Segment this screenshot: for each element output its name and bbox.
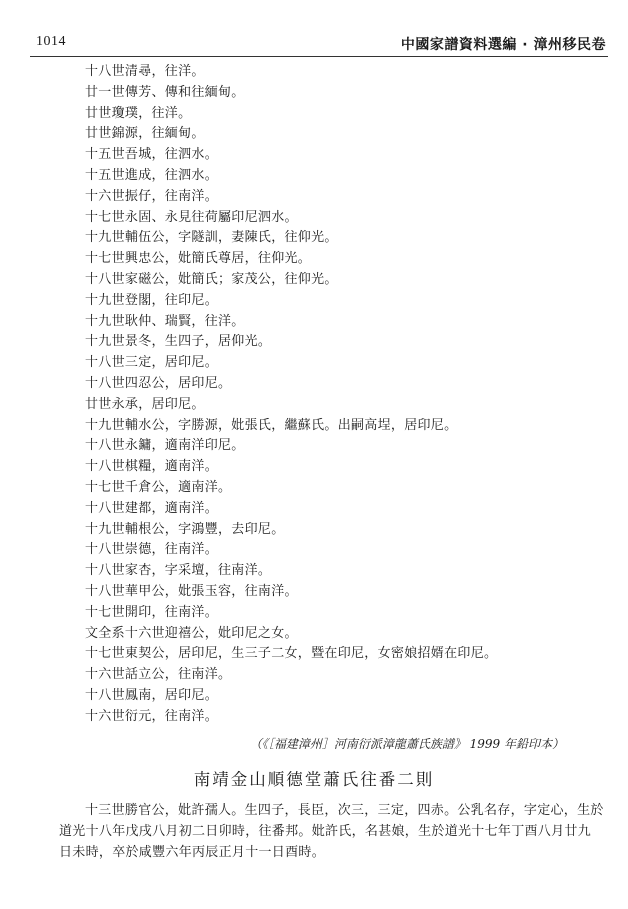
page-number: 1014	[36, 34, 66, 49]
list-item: 十八世崇德，往南洋。	[85, 542, 219, 558]
list-item: 十八世永鏞，適南洋印尼。	[85, 438, 245, 454]
list-item: 十八世四忍公，居印尼。	[85, 375, 232, 391]
list-item: 十七世東契公，居印尼，生三子二女，暨在印尼，女密娘招婿在印尼。	[85, 646, 498, 662]
list-item: 十七世永固、永見往荷屬印尼泗水。	[85, 209, 298, 225]
list-item: 十九世景冬，生四子，居仰光。	[85, 334, 272, 350]
list-item: 廿世錦源，往緬甸。	[85, 126, 205, 142]
list-item: 十九世輔根公，字鴻豐，去印尼。	[85, 521, 285, 537]
list-item: 文全系十六世迎禧公，妣印尼之女。	[85, 625, 298, 641]
list-item: 廿一世傳芳、傳和往緬甸。	[85, 84, 245, 100]
list-item: 十六世話立公，往南洋。	[85, 667, 232, 683]
list-item: 十八世清尋，往洋。	[85, 64, 205, 79]
list-item: 十八世家杏，字采壇，往南洋。	[85, 563, 272, 579]
list-item: 十七世千倉公，適南洋。	[85, 479, 232, 495]
list-item: 十八世華甲公，妣張玉容，往南洋。	[85, 583, 298, 599]
list-item: 十八世棋糧，適南洋。	[85, 459, 219, 475]
emigration-entry-list	[85, 62, 497, 728]
list-item: 十七世開印，往南洋。	[85, 604, 219, 620]
list-item: 十九世耿仲、瑞賢，往洋。	[85, 313, 245, 329]
running-header-title: 中國家譜資料選編 · 漳州移民卷	[400, 37, 606, 53]
list-item: 十八世家磁公，妣簡氏；家茂公，往仰光。	[85, 271, 338, 287]
list-item: 十六世振仔，往南洋。	[85, 188, 219, 204]
header-rule	[30, 56, 608, 57]
body-paragraph: 十三世勝官公，妣許孺人。生四子，長臣，次三，三定，四赤。公乳名存，字定心，生於道光十八年戊戌八月初二日卯時，往番邦。妣許氏，名甚娘，生於道光十七年丁酉八月廿九日未時，卒於咸豐六年丙辰正月十一日酉時。	[59, 803, 604, 860]
list-item: 十八世三定，居印尼。	[85, 355, 219, 371]
list-item: 十五世進成，往泗水。	[85, 167, 219, 183]
list-item: 十五世吾城，往泗水。	[85, 147, 219, 163]
list-item: 廿世永承，居印尼。	[85, 396, 205, 412]
list-item: 十九世輔伍公，字隧訓，妻陳氏，往仰光。	[85, 230, 338, 246]
list-item: 十八世建都，適南洋。	[85, 500, 219, 516]
list-item: 十七世興忠公，妣簡氏尊居，往仰光。	[85, 251, 312, 267]
list-item: 十八世鳳南，居印尼。	[85, 687, 219, 703]
list-item: 十九世輔水公，字勝源，妣張氏，繼蘇氏。出嗣高埕，居印尼。	[85, 417, 458, 433]
section-title: 南靖金山順德堂蕭氏往番二則	[193, 770, 435, 789]
list-item: 十六世衍元，往南洋。	[85, 708, 219, 724]
list-item: 十九世登閣，往印尼。	[85, 292, 219, 308]
source-citation: （《［福建漳州］河南衍派漳龍蕭氏族譜》 1999 年鉛印本）	[249, 737, 564, 751]
list-item: 廿世瓊璞，往洋。	[85, 105, 192, 121]
